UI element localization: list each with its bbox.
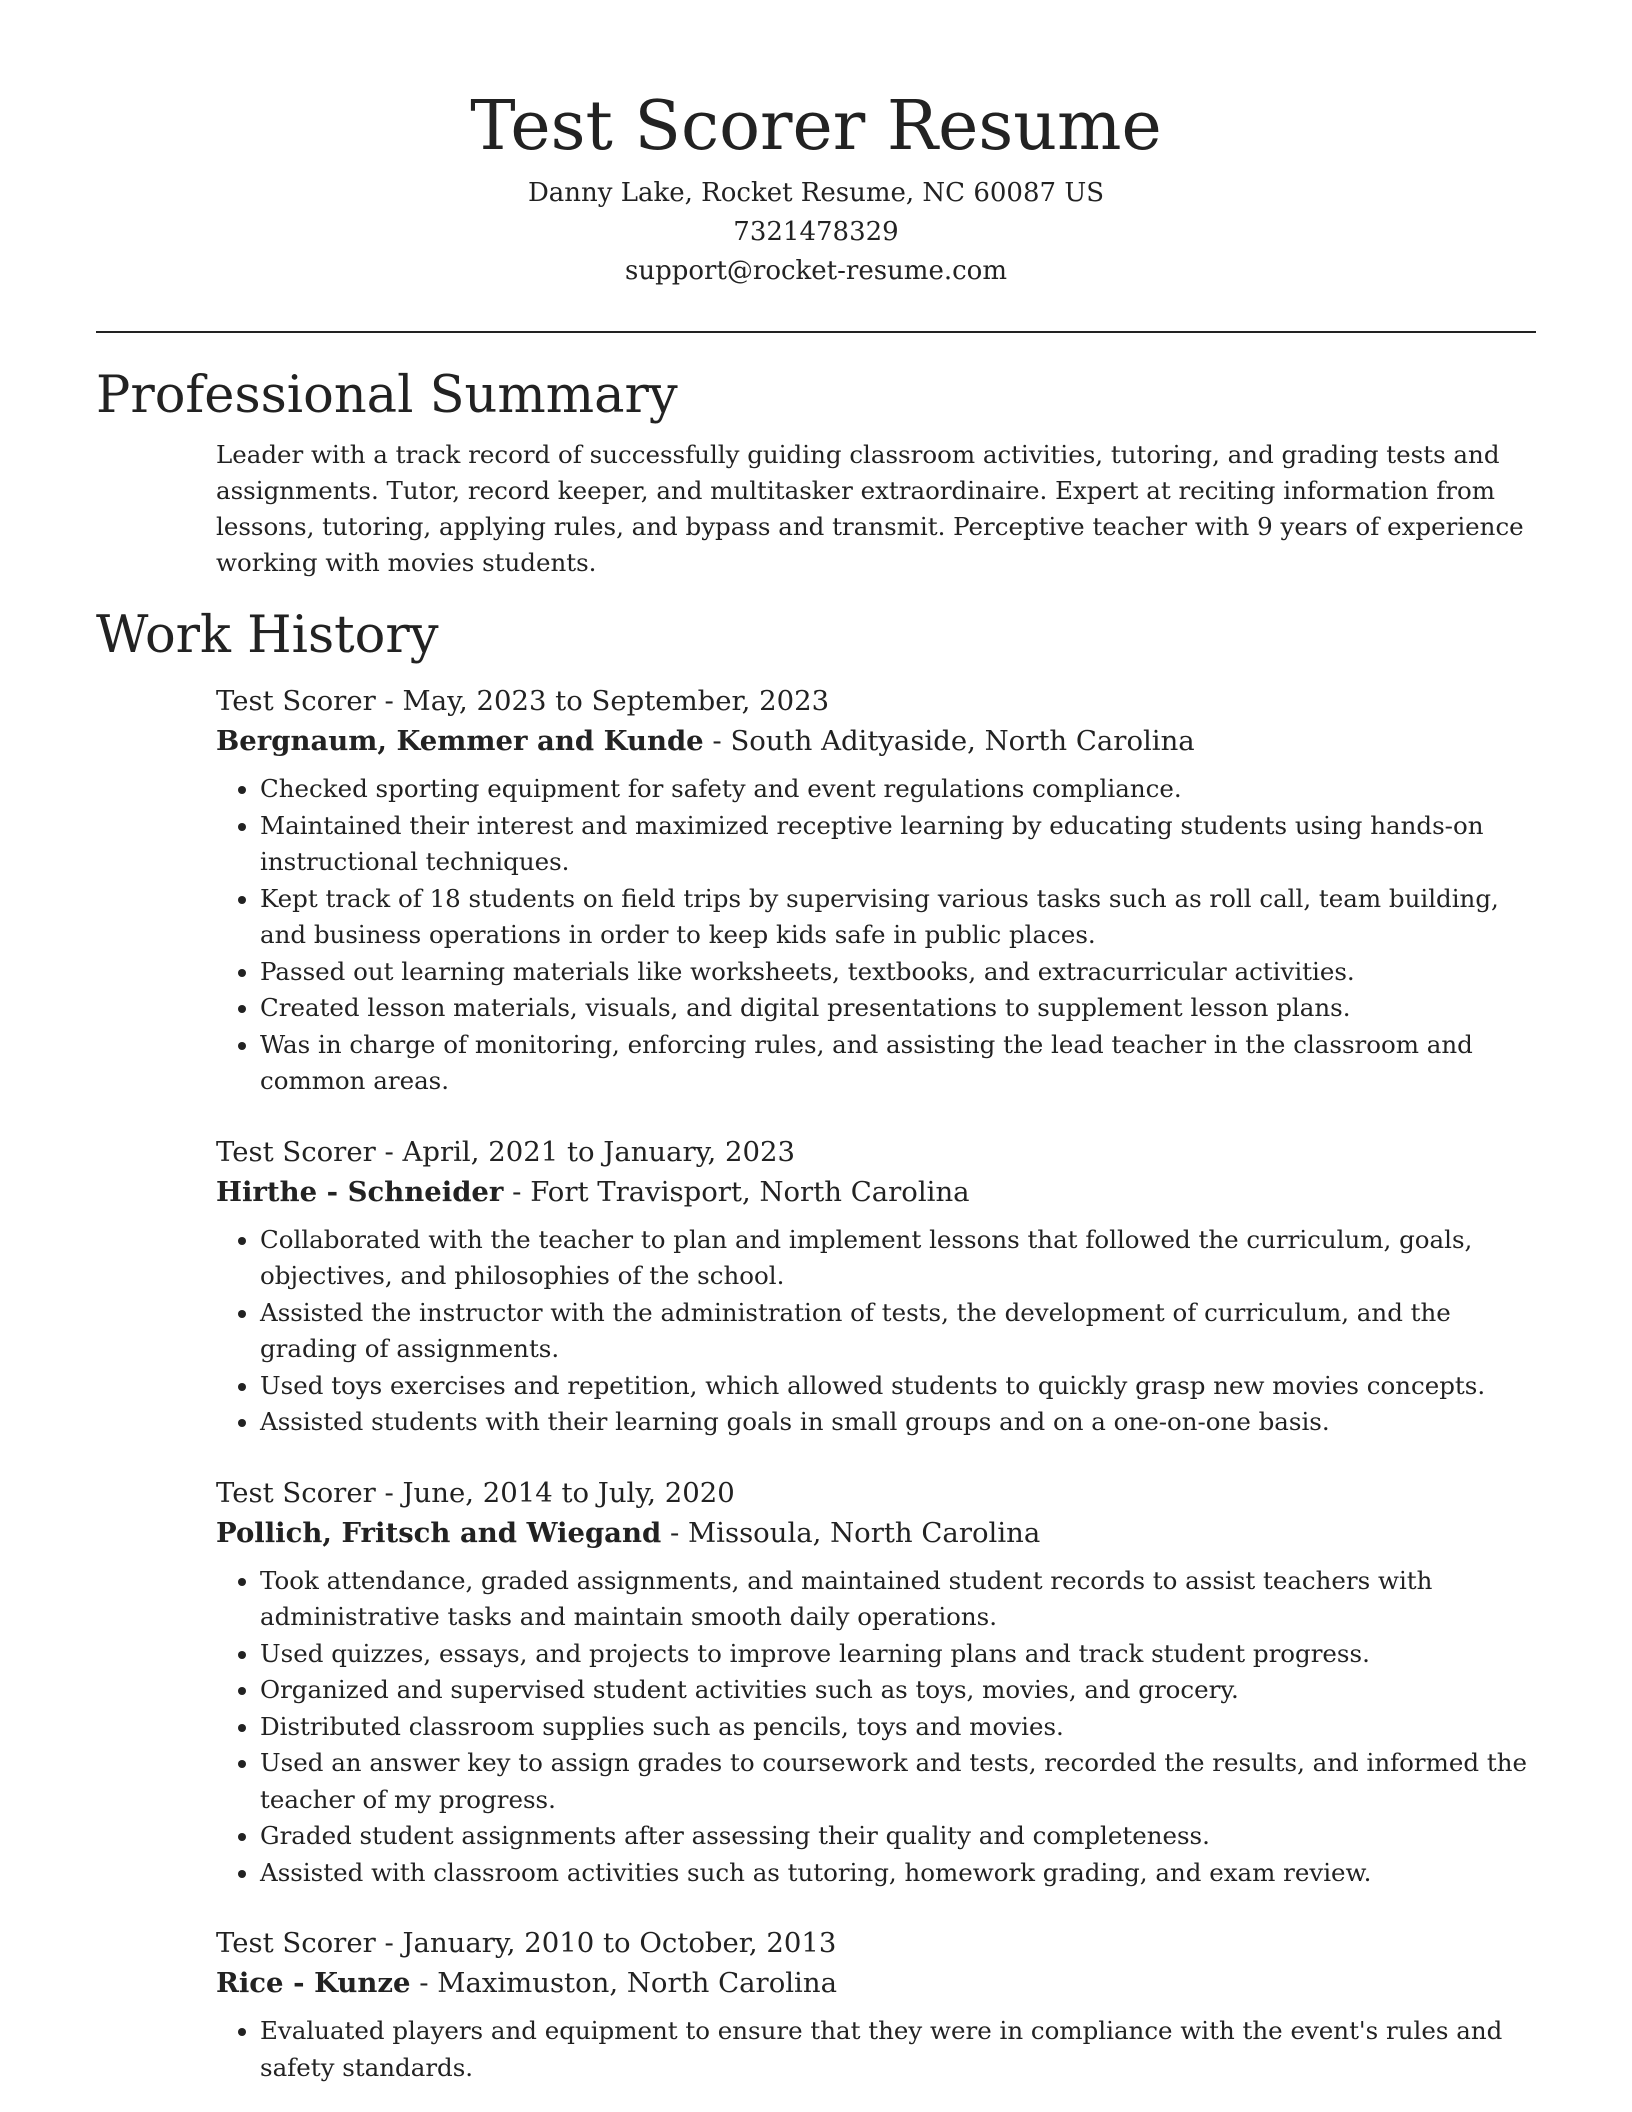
contact-email: support@rocket-resume.com xyxy=(624,256,1007,286)
job-bullet-list xyxy=(216,2013,1536,2086)
contact-phone: 7321478329 xyxy=(733,217,899,247)
job-bullet: • Kept track of 18 students on field trips by supervising various tasks such as roll call, team building, and business operations in order to keep kids safe in public places. xyxy=(260,881,1536,954)
job-entry xyxy=(216,1923,1536,2086)
job-bullet: • Evaluated players and equipment to ensure that they were in compliance with the event's rules and safety standards. xyxy=(260,2013,1536,2086)
job-company: Hirthe - Schneider xyxy=(216,1175,504,1208)
job-bullet: • Graded student assignments after assessing their quality and completeness. xyxy=(260,1818,1536,1855)
job-title: Test Scorer xyxy=(216,685,376,717)
job-bullet: • Assisted with classroom activities such as tutoring, homework grading, and exam review. xyxy=(260,1855,1536,1892)
job-title: Test Scorer xyxy=(216,1135,376,1168)
job-bullet: • Assisted students with their learning goals in small groups and on a one-on-one basis. xyxy=(260,1404,1536,1441)
job-title-line xyxy=(216,1923,1536,1963)
job-company-separator: - xyxy=(503,1175,531,1208)
job-title-separator: - xyxy=(375,1135,403,1168)
job-title: Test Scorer xyxy=(216,1927,376,1959)
page-title: Test Scorer Resume xyxy=(470,87,1162,166)
job-dates: April, 2021 to January, 2023 xyxy=(402,1135,796,1168)
job-bullet: • Passed out learning materials like worksheets, textbooks, and extracurricular activities. xyxy=(260,954,1536,991)
job-bullet-list xyxy=(216,771,1536,1100)
contact-address: Danny Lake, Rocket Resume, NC 60087 US xyxy=(527,178,1105,208)
header-divider xyxy=(96,331,1536,333)
job-company-line xyxy=(216,1963,1536,2003)
work-history-heading: Work History xyxy=(96,606,439,665)
job-location: Missoula, North Carolina xyxy=(688,1516,1041,1549)
job-entry xyxy=(216,681,1536,1100)
work-history-list xyxy=(96,681,1536,2086)
summary-heading: Professional Summary xyxy=(96,366,678,425)
job-title-separator: - xyxy=(375,1476,403,1509)
job-entry xyxy=(216,1132,1536,1441)
job-location: Maximuston, North Carolina xyxy=(437,1967,837,1999)
job-company-separator: - xyxy=(703,725,731,757)
job-bullet-list xyxy=(216,1563,1536,1892)
resume-header xyxy=(96,0,1536,291)
job-dates: June, 2014 to July, 2020 xyxy=(402,1476,735,1509)
job-bullet: • Maintained their interest and maximized receptive learning by educating students using hands-on instructional techniques. xyxy=(260,808,1536,881)
job-company-separator: - xyxy=(661,1516,688,1549)
job-company-line xyxy=(216,1172,1536,1212)
job-title: Test Scorer xyxy=(216,1476,376,1509)
job-company: Pollich, Fritsch and Wiegand xyxy=(216,1516,662,1549)
job-bullet: • Distributed classroom supplies such as pencils, toys and movies. xyxy=(260,1709,1536,1746)
job-company-line xyxy=(216,1513,1536,1553)
job-company-separator: - xyxy=(410,1967,438,1999)
job-location: Fort Travisport, North Carolina xyxy=(530,1175,970,1208)
job-dates: January, 2010 to October, 2013 xyxy=(402,1927,837,1959)
job-bullet: • Collaborated with the teacher to plan and implement lessons that followed the curriculum, goals, objectives, and philosophies of the school. xyxy=(260,1222,1536,1295)
job-bullet: • Used quizzes, essays, and projects to improve learning plans and track student progress. xyxy=(260,1636,1536,1673)
resume-page xyxy=(96,0,1536,2086)
job-bullet: • Took attendance, graded assignments, and maintained student records to assist teachers with administrative tasks and maintain smooth daily operations. xyxy=(260,1563,1536,1636)
job-title-separator: - xyxy=(375,685,403,717)
job-company: Bergnaum, Kemmer and Kunde xyxy=(216,725,704,757)
job-entry xyxy=(216,1473,1536,1892)
contact-block xyxy=(96,174,1536,291)
job-bullet: • Checked sporting equipment for safety and event regulations compliance. xyxy=(260,771,1536,808)
job-bullet-list xyxy=(216,1222,1536,1441)
job-company: Rice - Kunze xyxy=(216,1967,411,1999)
job-bullet: • Organized and supervised student activities such as toys, movies, and grocery. xyxy=(260,1672,1536,1709)
job-bullet: • Assisted the instructor with the administration of tests, the development of curriculum, and the grading of assignments. xyxy=(260,1295,1536,1368)
job-bullet: • Created lesson materials, visuals, and digital presentations to supplement lesson plans. xyxy=(260,990,1536,1027)
job-title-separator: - xyxy=(375,1927,403,1959)
job-company-line xyxy=(216,721,1536,761)
job-title-line xyxy=(216,681,1536,721)
job-location: South Adityaside, North Carolina xyxy=(730,725,1195,757)
job-dates: May, 2023 to September, 2023 xyxy=(402,685,830,717)
job-title-line xyxy=(216,1132,1536,1172)
job-bullet: • Was in charge of monitoring, enforcing rules, and assisting the lead teacher in the classroom and common areas. xyxy=(260,1027,1536,1100)
job-bullet: • Used toys exercises and repetition, which allowed students to quickly grasp new movies concepts. xyxy=(260,1368,1536,1405)
job-title-line xyxy=(216,1473,1536,1513)
job-bullet: • Used an answer key to assign grades to coursework and tests, recorded the results, and informed the teacher of my progress. xyxy=(260,1745,1536,1818)
summary-text: Leader with a track record of successfully guiding classroom activities, tutoring, and grading tests and assignments. Tutor, record keeper, and multitasker extraordinaire. Expert at reciting information from lessons, tutoring, applying rules, and bypass and transmit. Perceptive teacher with 9 years of experience working with movies students. xyxy=(216,440,1524,577)
